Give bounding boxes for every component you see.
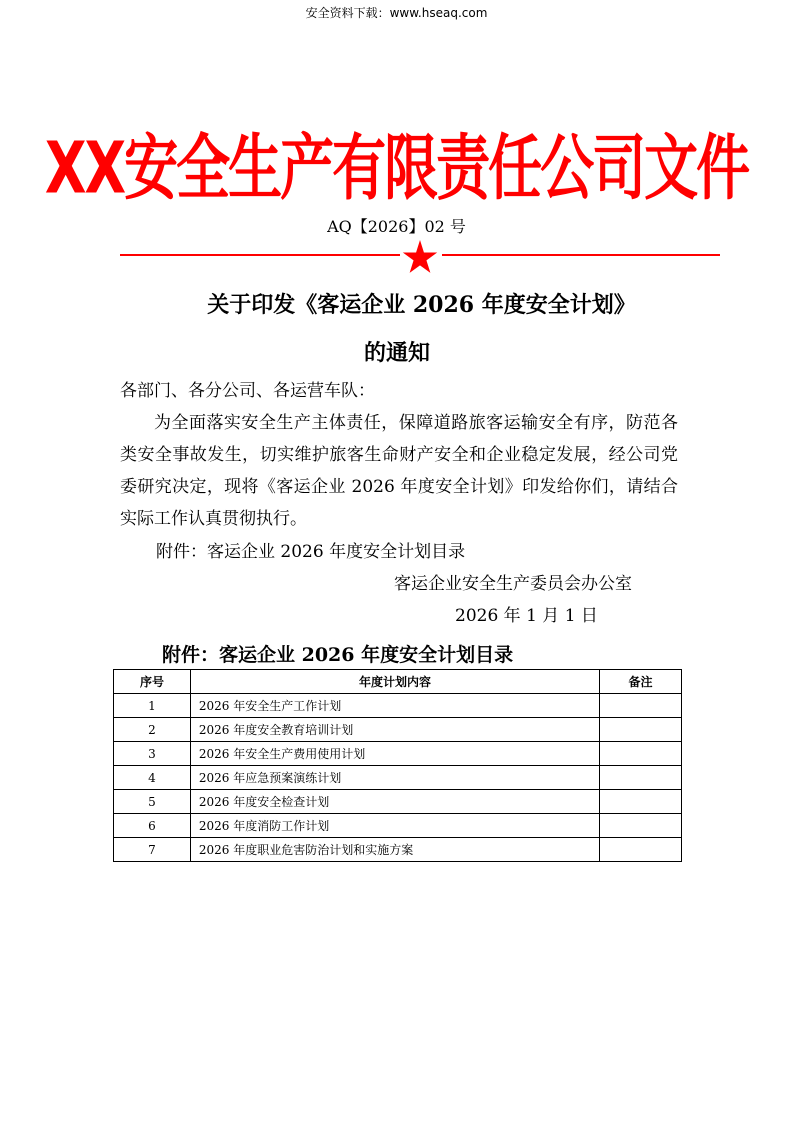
row-seq: 4 xyxy=(114,766,191,790)
row-content: 2026 年度安全教育培训计划 xyxy=(190,718,599,742)
row-seq: 2 xyxy=(114,718,191,742)
table-row xyxy=(114,718,682,742)
row-content: 2026 年安全生产费用使用计划 xyxy=(190,742,599,766)
row-content: 2026 年度消防工作计划 xyxy=(190,814,599,838)
row-remark xyxy=(600,718,682,742)
table-row xyxy=(114,790,682,814)
row-seq: 3 xyxy=(114,742,191,766)
row-content: 2026 年度职业危害防治计划和实施方案 xyxy=(190,838,599,862)
document-title: XX安全生产有限责任公司文件 xyxy=(44,126,749,210)
row-remark xyxy=(600,790,682,814)
row-remark xyxy=(600,766,682,790)
notice-title-line1: 关于印发《客运企业 2026 年度安全计划》 xyxy=(207,292,636,318)
row-content: 2026 年应急预案演练计划 xyxy=(190,766,599,790)
red-divider-right xyxy=(442,254,720,256)
row-remark xyxy=(600,814,682,838)
header-remark: 备注 xyxy=(600,670,682,694)
issue-date: 2026 年 1 月 1 日 xyxy=(455,606,598,626)
attachment-reference: 附件：客运企业 2026 年度安全计划目录 xyxy=(156,542,466,562)
document-number: AQ【2026】02 号 xyxy=(327,217,466,236)
table-row xyxy=(114,742,682,766)
attachment-list-title: 附件：客运企业 2026 年度安全计划目录 xyxy=(162,644,514,666)
header-seq: 序号 xyxy=(114,670,191,694)
body-paragraph: 为全面落实安全生产主体责任，保障道路旅客运输安全有序，防范各类安全事故发生，切实维护旅客生命财产安全和企业稳定发展，经公司党委研究决定，现将《客运企业 2026 年度安全计划》印发给你们，请结合实际工作认真贯彻执行。 xyxy=(120,413,678,529)
header-content: 年度计划内容 xyxy=(190,670,599,694)
table-row xyxy=(114,814,682,838)
row-remark xyxy=(600,742,682,766)
star-icon xyxy=(402,240,438,274)
table-row xyxy=(114,838,682,862)
star-shape xyxy=(403,240,437,273)
notice-title-line2: 的通知 xyxy=(363,340,430,366)
issuer-signature: 客运企业安全生产委员会办公室 xyxy=(394,574,632,594)
table-row xyxy=(114,766,682,790)
salutation: 各部门、各分公司、各运营车队： xyxy=(120,381,375,401)
row-seq: 5 xyxy=(114,790,191,814)
row-content: 2026 年安全生产工作计划 xyxy=(190,694,599,718)
row-remark xyxy=(600,694,682,718)
row-seq: 7 xyxy=(114,838,191,862)
plan-table xyxy=(113,669,682,862)
red-divider-left xyxy=(120,254,400,256)
row-seq: 1 xyxy=(114,694,191,718)
row-content: 2026 年度安全检查计划 xyxy=(190,790,599,814)
table-row xyxy=(114,694,682,718)
download-source-note: 安全资料下载：www.hseaq.com xyxy=(305,6,488,20)
row-seq: 6 xyxy=(114,814,191,838)
table-header-row xyxy=(114,670,682,694)
row-remark xyxy=(600,838,682,862)
